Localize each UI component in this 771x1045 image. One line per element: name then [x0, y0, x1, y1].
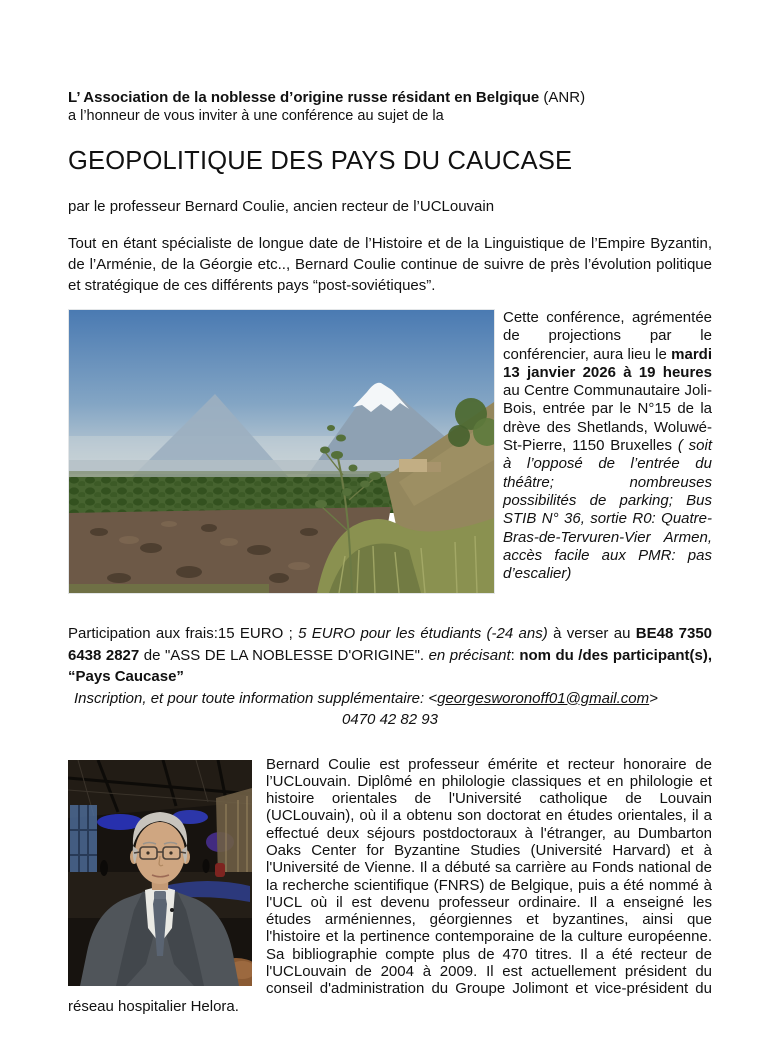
contact-phone: 0470 42 82 93	[342, 711, 438, 728]
iban-number: BE48 7350 6438 2827	[68, 625, 713, 664]
student-fee-text: 5 EURO pour les étudiants (-24 ans)	[298, 625, 548, 642]
bracket-close: >	[649, 689, 658, 707]
bernard-coulie-photo	[68, 760, 252, 986]
inscription-text: Inscription, et pour toute information supplémentaire: <	[74, 689, 438, 707]
account-holder-text: de "ASS DE LA NOBLESSE D'ORIGINE".	[139, 646, 429, 664]
payment-reference: nom du /des participant(s), “Pays Caucase”	[68, 646, 713, 685]
intro-paragraph: Tout en étant spécialiste de longue date de l’Histoire et de la Linguistique de l’Empire Byzantin, de l’Arménie, de la Géorgie etc.., Bernard Coulie continue de suivre de près l’évolution politique et stratégique de ces différents pays “post-soviétiques”.	[68, 235, 712, 294]
speaker-byline: par le professeur Bernard Coulie, ancien recteur de l’UCLouvain	[68, 198, 495, 215]
association-acronym: (ANR)	[539, 89, 586, 106]
bernard-coulie-image	[68, 760, 252, 986]
conference-access-note: ( soit à l’opposé de l’entrée du théâtre; nombreuses possibilités de parking; Bus STIB N° 36, sortie R0: Quatre-Bras-de-Tervuren-Vier Armen, accès facile aux PMR: pas d’escalier)	[503, 437, 712, 583]
inscription-line	[68, 688, 712, 710]
fee-text: Participation aux frais:15 EURO ;	[68, 625, 299, 642]
association-name: L’ Association de la noblesse d’origine russe résidant en Belgique	[68, 89, 540, 106]
conference-section	[68, 309, 712, 594]
conference-text-1: Cette conférence, agrémentée de projections par le conférencier, aura lieu le	[503, 309, 712, 363]
conference-date: mardi 13 janvier 2026 à 19 heures	[503, 345, 712, 381]
transfer-text: à verser au	[547, 625, 636, 642]
bio-text: Bernard Coulie est professeur émérite et recteur honoraire de l’UCLouvain. Diplômé en philologie classiques et en philologie et histoire orientales de l'Université catholique de Louvain (UCLouvain), où il a obtenu son doctorat en études orientales, il a effectué deux séjours postdoctoraux à l'étranger, au Dumbarton Oaks Center for Byzantine Studies (Université Harvard) et à l'Université de Vienne. Il a débuté sa carrière au Fonds national de la recherche scientifique (FNRS) de Belgique, puis a été nommé à l'UCL où il est devenu professeur ordinaire. Il a enseigné les études arméniennes, géorgiennes et byzantines, ainsi que l'histoire et la pertinence contemporaine de la culture européenne. Sa bibliographie compte plus de 470 titres. Il a été recteur de l'UCLouvain de 2004 à 2009. Il est actuellement président du conseil d'administration du Groupe Jolimont et vice-président du réseau hospitalier Helora.	[68, 755, 712, 1015]
contact-email-link[interactable]: georgesworonoff01@gmail.com	[437, 689, 650, 707]
conference-text-2: au Centre Communautaire Joli-Bois, entrée par le N°15 de la drève des Shetlands, Woluwé-St-Pierre, 1150 Bruxelles	[503, 382, 712, 455]
mention-text: en précisant	[428, 646, 511, 664]
participation-paragraph	[68, 623, 712, 688]
page-title: GEOPOLITIQUE DES PAYS DU CAUCASE	[68, 147, 573, 175]
bio-section	[68, 756, 712, 1015]
association-header	[68, 88, 712, 107]
ararat-landscape-photo	[68, 309, 495, 594]
invitation-line: a l’honneur de vous inviter à une conférence au sujet de la	[68, 108, 444, 124]
ararat-landscape-image	[69, 310, 494, 593]
colon: :	[510, 646, 520, 664]
conference-details	[503, 309, 712, 594]
